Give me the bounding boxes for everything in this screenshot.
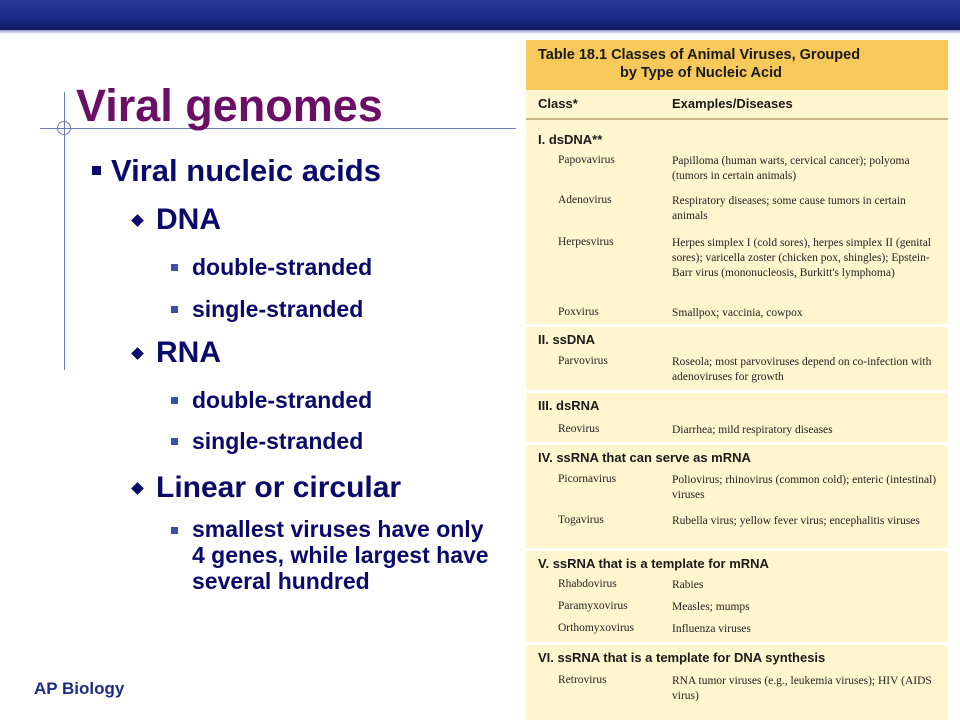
genome-size-note: smallest viruses have only 4 genes, while largest have several hundred — [192, 516, 489, 594]
bullet-text: double-stranded — [192, 254, 373, 280]
virus-diseases: Diarrhea; mild respiratory diseases — [672, 424, 833, 436]
virus-diseases: Measles; mumps — [672, 601, 750, 613]
bullet-rna-single — [171, 428, 363, 455]
header-rule — [526, 118, 948, 120]
bullet-viral-nucleic-acids — [92, 153, 381, 189]
virus-name: Reovirus — [558, 423, 600, 435]
bullet-text: double-stranded — [192, 387, 373, 413]
section-divider — [526, 390, 948, 393]
virus-diseases: Smallpox; vaccinia, cowpox — [672, 307, 803, 319]
decorative-crosshair-circle — [57, 121, 71, 135]
section-divider — [526, 642, 948, 645]
section-divider — [526, 442, 948, 445]
bullet-rna — [133, 336, 221, 370]
bullet-text: Viral nucleic acids — [111, 153, 381, 188]
column-header-class: Class* — [538, 96, 578, 111]
bullet-dna — [133, 203, 221, 237]
virus-diseases: Herpes simplex I (cold sores), herpes simplex II (genital sores); varicella zoster (chicken pox, shingles); Epstein-Barr virus (mononucleosis, Burkitt's lymphoma) — [672, 237, 931, 279]
small-square-bullet-icon — [171, 438, 178, 445]
virus-diseases: Roseola; most parvoviruses depend on co-infection with adenoviruses for growth — [672, 356, 932, 383]
virus-name: Paramyxovirus — [558, 600, 628, 612]
virus-name: Togavirus — [558, 514, 604, 526]
square-bullet-icon — [92, 166, 101, 175]
section-label: VI. ssRNA that is a template for DNA synthesis — [538, 650, 826, 665]
virus-diseases: Papilloma (human warts, cervical cancer); polyoma (tumors in certain animals) — [672, 155, 910, 182]
bullet-text: DNA — [156, 203, 221, 236]
footer-label: AP Biology — [34, 679, 125, 698]
virus-name: Herpesvirus — [558, 236, 614, 248]
diamond-bullet-icon — [131, 214, 144, 227]
virus-name: Orthomyxovirus — [558, 622, 635, 634]
virus-name: Retrovirus — [558, 674, 607, 686]
bullet-text: Linear or circular — [156, 471, 402, 504]
small-square-bullet-icon — [171, 397, 178, 404]
virus-diseases: Rabies — [672, 579, 704, 591]
slide-top-bar — [0, 0, 960, 30]
bullet-text: single-stranded — [192, 296, 364, 322]
bullet-dna-single — [171, 296, 363, 323]
bullet-text: single-stranded — [192, 428, 364, 454]
section-label: IV. ssRNA that can serve as mRNA — [538, 450, 751, 465]
section-divider — [526, 548, 948, 551]
bullet-dna-double — [171, 254, 372, 281]
virus-name: Parvovirus — [558, 355, 608, 367]
section-label: I. dsDNA** — [538, 132, 603, 147]
bullet-linear-circular — [133, 471, 401, 505]
table-title: Table 18.1 Classes of Animal Viruses, Grouped — [538, 47, 861, 63]
virus-name: Rhabdovirus — [558, 578, 617, 590]
bullet-rna-double — [171, 387, 372, 414]
small-square-bullet-icon — [171, 527, 178, 534]
column-header-examples: Examples/Diseases — [672, 96, 793, 111]
diamond-bullet-icon — [131, 347, 144, 360]
virus-diseases: Influenza viruses — [672, 623, 751, 635]
virus-diseases: Respiratory diseases; some cause tumors in certain animals — [672, 195, 906, 222]
virus-name: Poxvirus — [558, 306, 599, 318]
diamond-bullet-icon — [131, 482, 144, 495]
virus-diseases: Rubella virus; yellow fever virus; encephalitis viruses — [672, 515, 920, 527]
virus-name: Papovavirus — [558, 154, 615, 166]
virus-name: Adenovirus — [558, 194, 612, 206]
section-label: III. dsRNA — [538, 398, 600, 413]
bullet-text: RNA — [156, 336, 221, 369]
small-square-bullet-icon — [171, 306, 178, 313]
table-body — [526, 40, 948, 720]
virus-classes-table — [516, 34, 960, 720]
section-label: V. ssRNA that is a template for mRNA — [538, 556, 769, 571]
table-title-line2: by Type of Nucleic Acid — [620, 65, 782, 81]
slide-title: Viral genomes — [76, 80, 383, 131]
virus-diseases: RNA tumor viruses (e.g., leukemia viruses); HIV (AIDS virus) — [672, 675, 932, 702]
section-divider — [526, 324, 948, 327]
virus-diseases: Poliovirus; rhinovirus (common cold); enteric (intestinal) viruses — [672, 474, 937, 501]
section-label: II. ssDNA — [538, 332, 596, 347]
small-square-bullet-icon — [171, 264, 178, 271]
virus-name: Picornavirus — [558, 473, 617, 485]
